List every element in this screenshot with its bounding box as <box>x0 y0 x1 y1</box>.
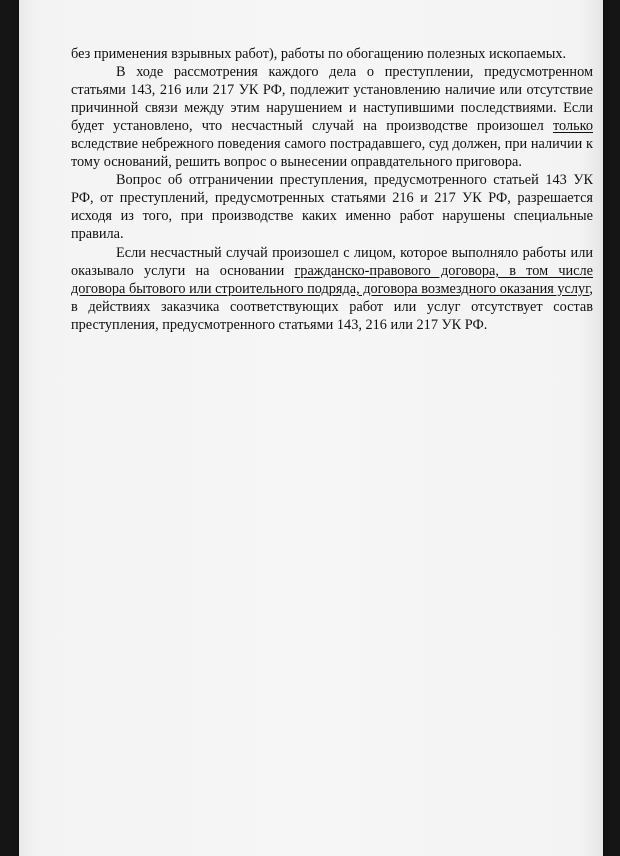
document-body <box>71 45 593 334</box>
paragraph-4 <box>71 244 593 334</box>
paragraph-1 <box>71 45 593 63</box>
paragraph-1-text: без применения взрывных работ), работы по обогащению полезных ископаемых. <box>71 46 567 62</box>
paragraph-2-underlined-word: только <box>552 118 593 135</box>
paragraph-2-text-b: вследствие небрежного поведения самого пострадавшего, суд должен, при наличии к тому оснований, решить вопрос о вынесении оправдательного приговора. <box>71 136 593 171</box>
paragraph-2 <box>71 63 593 171</box>
paragraph-4-text-b: , в действиях заказчика соответствующих работ или услуг отсутствует состав преступления, предусмотренного статьями 143, 216 или 217 УК РФ. <box>71 280 593 333</box>
paragraph-2-text-a: В ходе рассмотрения каждого дела о преступлении, предусмотренном статьями 143, 216 или 217 УК РФ, подлежит установлению наличие или отсутствие причинной связи между этим нарушением и наступившими последствиями. Если будет установлено, что несчастный случай на производстве произошел <box>71 64 593 135</box>
paragraph-4-underlined-phrase: гражданско-правового договора, в том числе договора бытового или строительного подряда, договора возмездного оказания услуг <box>71 262 594 297</box>
document-page <box>19 0 603 856</box>
paragraph-3 <box>71 171 593 243</box>
paragraph-3-text: Вопрос об отграничении преступления, предусмотренного статьей 143 УК РФ, от преступлений, предусмотренных статьями 216 и 217 УК РФ, разрешается исходя из того, при производстве каких именно работ нарушены специальные правила. <box>71 172 593 243</box>
paragraph-4-text-a: Если несчастный случай произошел с лицом, которое выполняло работы или оказывало услуги на основании <box>71 244 593 279</box>
